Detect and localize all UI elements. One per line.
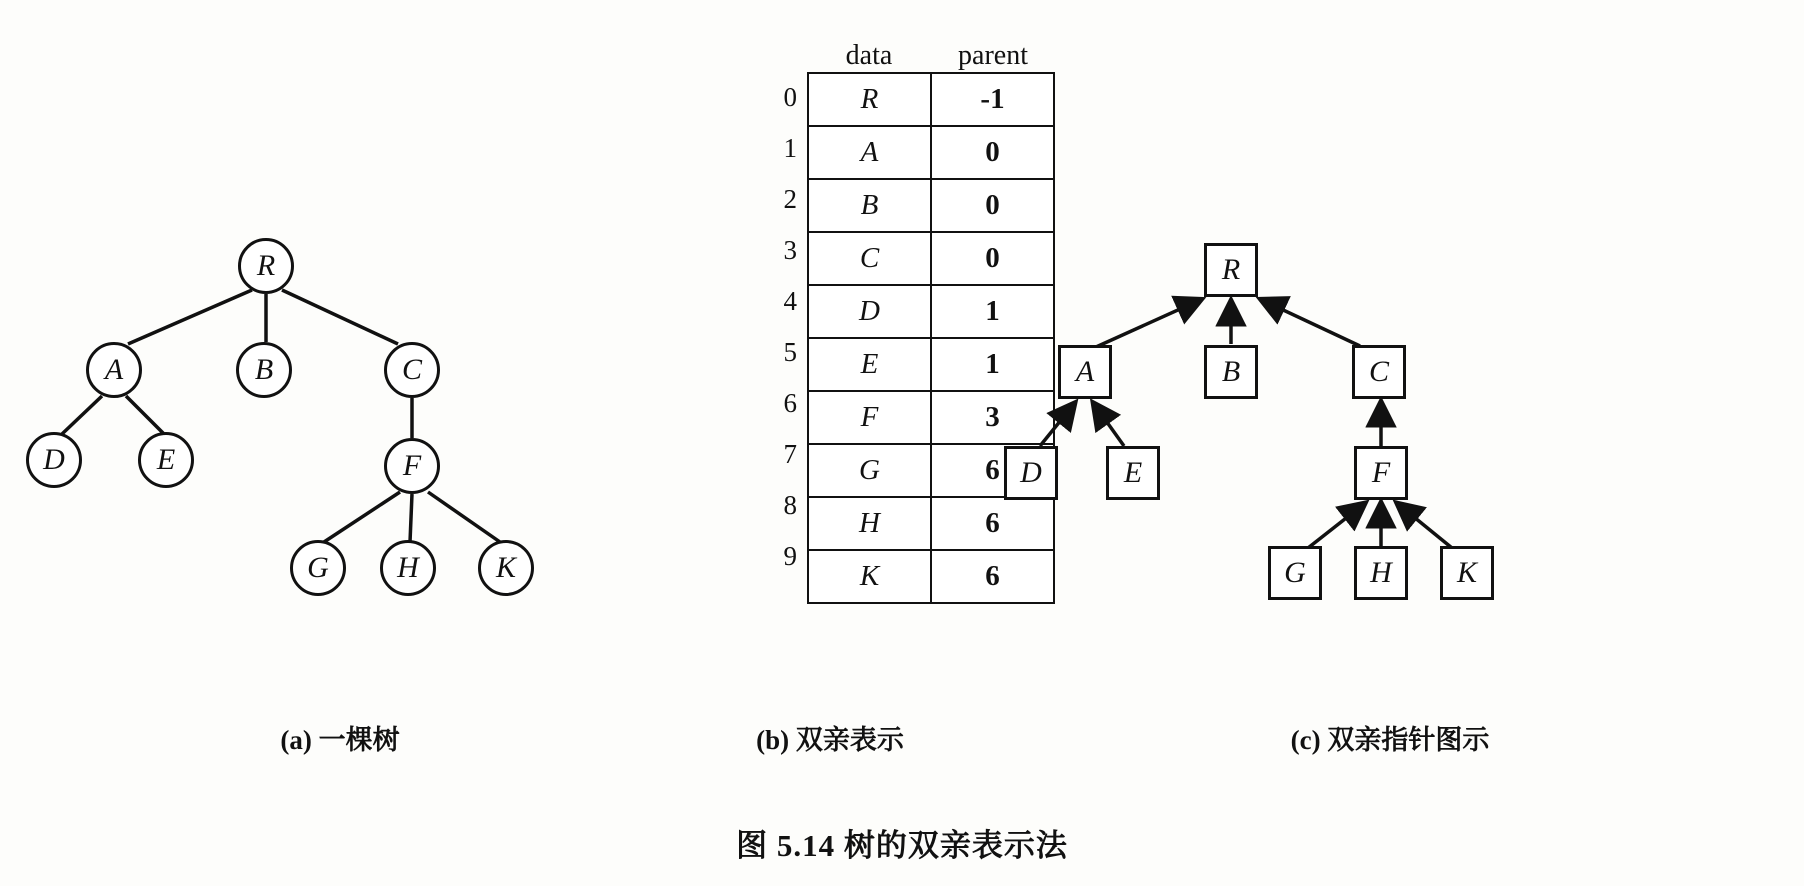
row-index-labels bbox=[765, 72, 803, 582]
tree-node-G: G bbox=[290, 540, 346, 596]
row-index-6: 6 bbox=[783, 388, 797, 418]
row-index-3: 3 bbox=[783, 235, 797, 265]
table-row bbox=[808, 126, 1054, 179]
row-index-4: 4 bbox=[783, 286, 797, 316]
cell-parent-2: 0 bbox=[931, 179, 1054, 232]
table-header-row bbox=[765, 30, 1055, 72]
box-node-A: A bbox=[1058, 345, 1112, 399]
figure-title: 图 5.14 树的双亲表示法 bbox=[736, 828, 1068, 863]
row-index-0: 0 bbox=[783, 82, 797, 112]
tree-node-A: A bbox=[86, 342, 142, 398]
table-row bbox=[808, 391, 1054, 444]
column-header-parent: parent bbox=[958, 40, 1028, 71]
cell-data-7: G bbox=[808, 444, 931, 497]
table-row bbox=[808, 497, 1054, 550]
cell-parent-4: 1 bbox=[931, 285, 1054, 338]
cell-parent-0: -1 bbox=[931, 73, 1054, 126]
tree-node-C: C bbox=[384, 342, 440, 398]
table-row bbox=[808, 550, 1054, 603]
tree-node-H: H bbox=[380, 540, 436, 596]
row-index-2: 2 bbox=[783, 184, 797, 214]
cell-data-8: H bbox=[808, 497, 931, 550]
row-index-1: 1 bbox=[783, 133, 797, 163]
tree-node-K: K bbox=[478, 540, 534, 596]
tree-node-F: F bbox=[384, 438, 440, 494]
cell-parent-7: 6 bbox=[931, 444, 1054, 497]
panel-parent-table bbox=[765, 30, 1055, 604]
tree-edges bbox=[62, 290, 500, 542]
box-node-K: K bbox=[1440, 546, 1494, 600]
cell-data-5: E bbox=[808, 338, 931, 391]
parent-pointer-arrows bbox=[1040, 300, 1452, 548]
row-index-5: 5 bbox=[783, 337, 797, 367]
box-node-G: G bbox=[1268, 546, 1322, 600]
parent-representation-table bbox=[807, 72, 1055, 604]
cell-parent-8: 6 bbox=[931, 497, 1054, 550]
caption-panel-c: (c) 双亲指针图示 bbox=[1290, 725, 1490, 755]
row-index-7: 7 bbox=[783, 439, 797, 469]
tree-node-B: B bbox=[236, 342, 292, 398]
box-node-C: C bbox=[1352, 345, 1406, 399]
table-row bbox=[808, 338, 1054, 391]
box-node-B: B bbox=[1204, 345, 1258, 399]
cell-parent-6: 3 bbox=[931, 391, 1054, 444]
row-index-9: 9 bbox=[783, 541, 797, 571]
box-node-F: F bbox=[1354, 446, 1408, 500]
table-row bbox=[808, 232, 1054, 285]
caption-panel-b: (b) 双亲表示 bbox=[756, 725, 904, 755]
cell-data-3: C bbox=[808, 232, 931, 285]
cell-data-9: K bbox=[808, 550, 931, 603]
cell-parent-5: 1 bbox=[931, 338, 1054, 391]
cell-data-2: B bbox=[808, 179, 931, 232]
caption-panel-a: (a) 一棵树 bbox=[280, 725, 400, 755]
tree-node-E: E bbox=[138, 432, 194, 488]
tree-node-D: D bbox=[26, 432, 82, 488]
box-node-D: D bbox=[1004, 446, 1058, 500]
box-node-E: E bbox=[1106, 446, 1160, 500]
table-row bbox=[808, 179, 1054, 232]
box-node-H: H bbox=[1354, 546, 1408, 600]
cell-data-6: F bbox=[808, 391, 931, 444]
cell-parent-1: 0 bbox=[931, 126, 1054, 179]
tree-node-R: R bbox=[238, 238, 294, 294]
table-row bbox=[808, 73, 1054, 126]
cell-data-0: R bbox=[808, 73, 931, 126]
cell-parent-9: 6 bbox=[931, 550, 1054, 603]
column-header-data: data bbox=[845, 40, 893, 71]
cell-data-4: D bbox=[808, 285, 931, 338]
cell-data-1: A bbox=[808, 126, 931, 179]
box-node-R: R bbox=[1204, 243, 1258, 297]
table-row bbox=[808, 285, 1054, 338]
row-index-8: 8 bbox=[783, 490, 797, 520]
cell-parent-3: 0 bbox=[931, 232, 1054, 285]
